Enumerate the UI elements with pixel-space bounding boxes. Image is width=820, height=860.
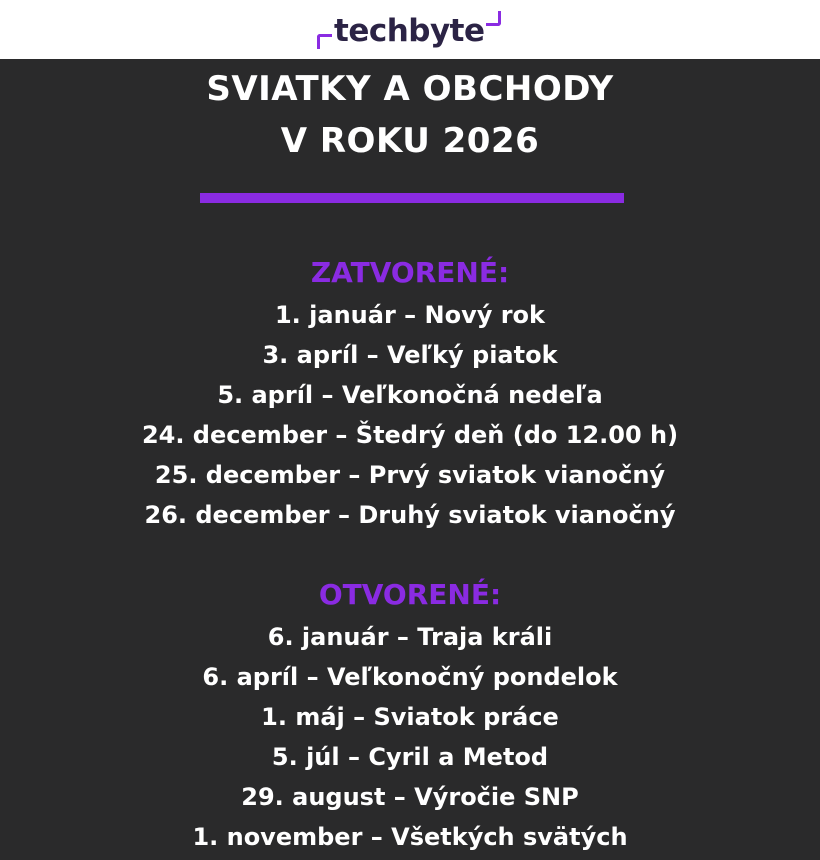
closed-holiday-item: 5. apríl – Veľkonočná nedeľa bbox=[217, 381, 603, 409]
open-heading: OTVORENÉ: bbox=[318, 578, 502, 611]
closed-holidays-list bbox=[0, 295, 820, 535]
open-holiday-item: 1. november – Všetkých svätých bbox=[192, 823, 628, 851]
closed-holiday-item: 25. december – Prvý sviatok vianočný bbox=[154, 461, 666, 489]
closed-heading: ZATVORENÉ: bbox=[310, 256, 510, 289]
page-title-line-1: SVIATKY A OBCHODY bbox=[206, 69, 614, 109]
logo-text: techbyte bbox=[334, 13, 485, 49]
closed-holiday-item: 1. január – Nový rok bbox=[274, 301, 545, 329]
open-holiday-item: 6. január – Traja králi bbox=[267, 623, 553, 651]
page-title-line-2: V ROKU 2026 bbox=[280, 121, 540, 161]
open-holiday-item: 29. august – Výročie SNP bbox=[241, 783, 579, 811]
logo-corner-left-icon bbox=[317, 34, 332, 49]
open-holiday-item: 6. apríl – Veľkonočný pondelok bbox=[202, 663, 618, 691]
logo-corner-right-icon bbox=[486, 11, 501, 26]
brand-header bbox=[0, 0, 820, 59]
open-holiday-item: 5. júl – Cyril a Metod bbox=[271, 743, 549, 771]
title-divider bbox=[200, 193, 624, 203]
closed-holiday-item: 3. apríl – Veľký piatok bbox=[262, 341, 558, 369]
open-holidays-list bbox=[0, 617, 820, 857]
open-holiday-item: 1. máj – Sviatok práce bbox=[261, 703, 559, 731]
closed-holiday-item: 24. december – Štedrý deň (do 12.00 h) bbox=[141, 421, 679, 449]
closed-holiday-item: 26. december – Druhý sviatok vianočný bbox=[144, 501, 676, 529]
techbyte-logo bbox=[314, 10, 485, 52]
